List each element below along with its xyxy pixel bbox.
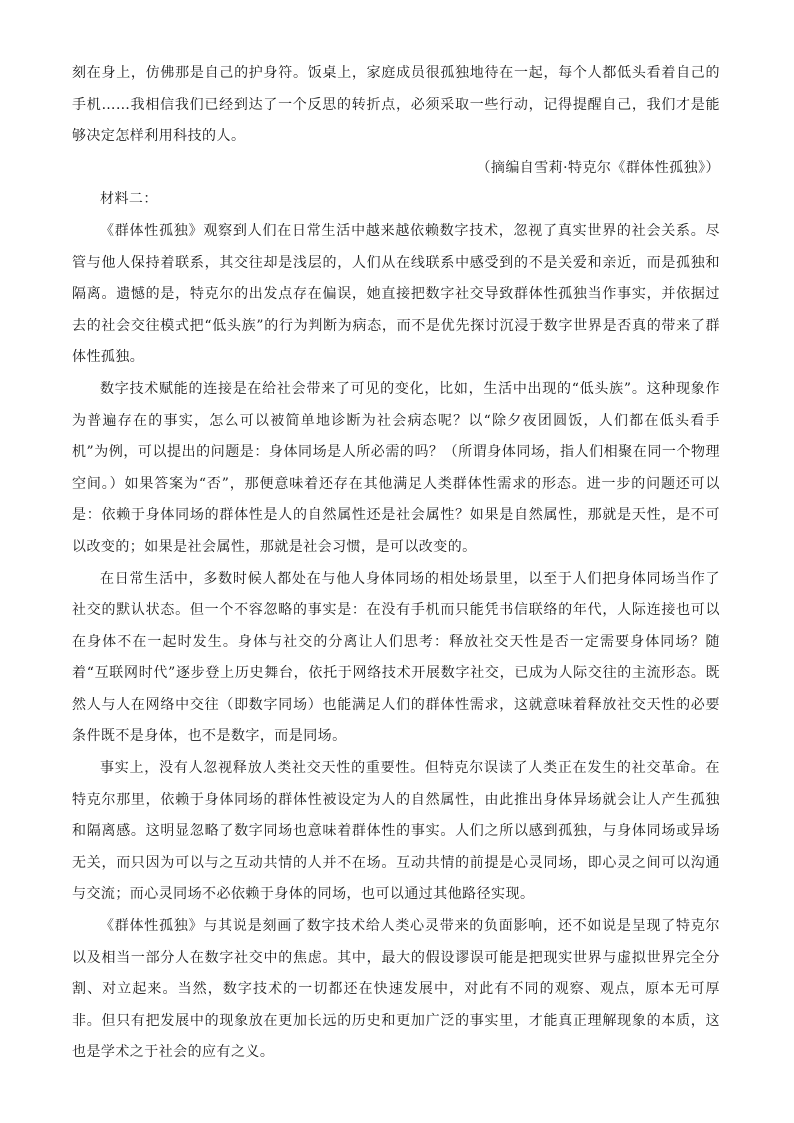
body-paragraph-2: 数字技术赋能的连接是在给社会带来了可见的变化，比如，生活中出现的“低头族”。这种现象作为普遍存在的事实，怎么可以被简单地诊断为社会病态呢？以“除夕夜团圆饭，人们都在低头看手机”为例，可以提出的问题是：身体同场是人所必需的吗？（所谓身体同场，指人们相聚在同一个物理空间。）如果答案为“否”，那便意味着还存在其他满足人类群体性需求的形态。进一步的问题还可以是：依赖于身体同场的群体性是人的自然属性还是社会属性？如果是自然属性，那就是天性，是不可以改变的；如果是社会属性，那就是社会习惯，是可以改变的。 — [72, 380, 720, 555]
source-citation: （摘编自雪莉·特克尔《群体性孤独》） — [476, 159, 720, 176]
body-paragraph-5: 《群体性孤独》与其说是刻画了数字技术给人类心灵带来的负面影响，还不如说是呈现了特克尔以及相当一部分人在数字社交中的焦虑。其中，最大的假设谬误可能是把现实世界与虚拟世界完全分割、对立起来。当然，数字技术的一切都还在快速发展中，对此有不同的观察、观点，原本无可厚非。但只有把发展中的现象放在更加长远的历史和更加广泛的事实里，才能真正理解现象的本质，这也是学术之于社会的应有之义。 — [72, 918, 720, 1061]
material-two-label: 材料二： — [100, 191, 158, 208]
document-page — [72, 58, 720, 1069]
opening-paragraph: 刻在身上，仿佛那是自己的护身符。饭桌上，家庭成员很孤独地待在一起，每个人都低头看着自己的手机……我相信我们已经到达了一个反思的转折点，必须采取一些行动，记得提醒自己，我们才是能够决定怎样利用科技的人。 — [72, 65, 720, 145]
body-paragraph-3: 在日常生活中，多数时候人都处在与他人身体同场的相处场景里，以至于人们把身体同场当作了社交的默认状态。但一个不容忽略的事实是：在没有手机而只能凭书信联络的年代，人际连接也可以在身体不在一起时发生。身体与社交的分离让人们思考：释放社交天性是否一定需要身体同场？随着“互联网时代”逐步登上历史舞台，依托于网络技术开展数字社交，已成为人际交往的主流形态。既然人与人在网络中交往（即数字同场）也能满足人们的群体性需求，这就意味着释放社交天性的必要条件既不是身体，也不是数字，而是同场。 — [72, 570, 720, 745]
body-paragraph-1: 《群体性孤独》观察到人们在日常生活中越来越依赖数字技术，忽视了真实世界的社会关系。尽管与他人保持着联系，其交往却是浅层的，人们从在线联系中感受到的不是关爱和亲近，而是孤独和隔离。遗憾的是，特克尔的出发点存在偏误，她直接把数字社交导致群体性孤独当作事实，并依据过去的社会交往模式把“低头族”的行为判断为病态，而不是优先探讨沉浸于数字世界是否真的带来了群体性孤独。 — [72, 222, 720, 366]
body-paragraph-4: 事实上，没有人忽视释放人类社交天性的重要性。但特克尔误读了人类正在发生的社交革命。在特克尔那里，依赖于身体同场的群体性被设定为人的自然属性，由此推出身体异场就会让人产生孤独和隔离感。这明显忽略了数字同场也意味着群体性的事实。人们之所以感到孤独，与身体同场或异场无关，而只因为可以与之互动共情的人并不在场。互动共情的前提是心灵同场，即心灵之间可以沟通与交流；而心灵同场不必依赖于身体的同场，也可以通过其他路径实现。 — [72, 760, 720, 903]
